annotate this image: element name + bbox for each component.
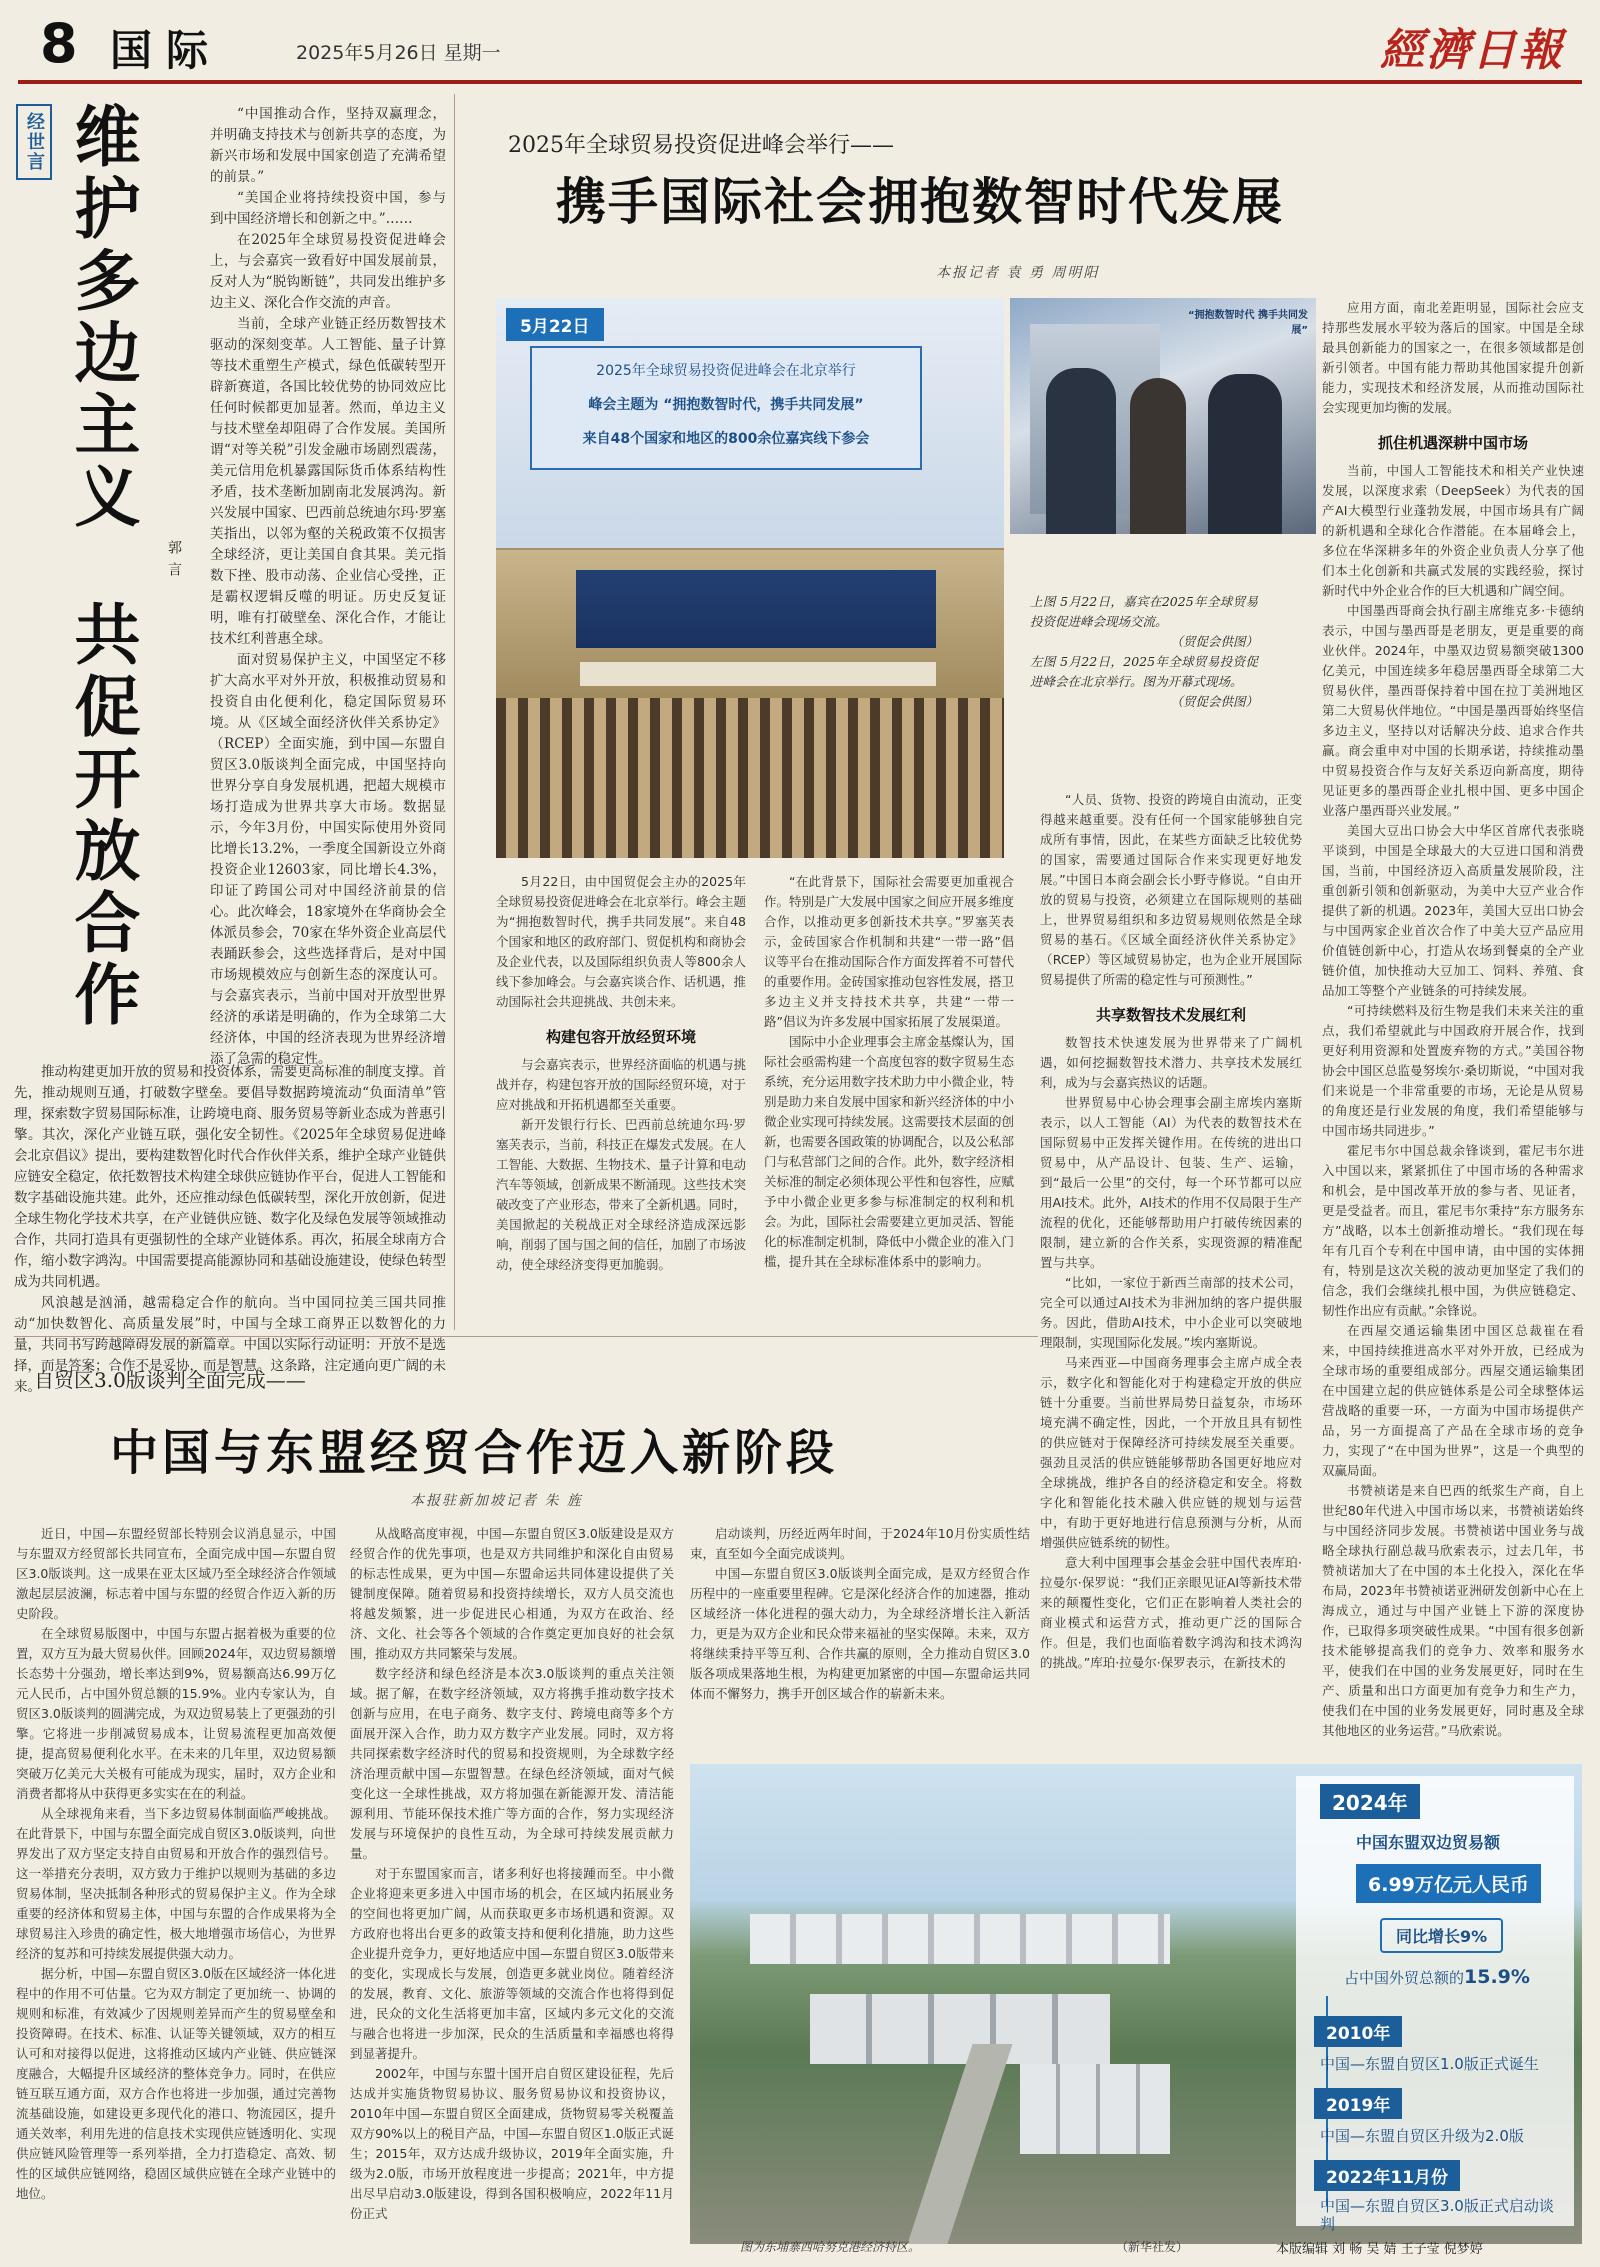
asean-col-2: 从战略高度审视，中国—东盟自贸区3.0版建设是双方经贸合作的优先事项，也是双方共同维护和深化自由贸易的标志性成果，更为中国—东盟命运共同体建设提供了关键制度保障。随着贸易和投资持续增长，双方人员交流也将越发频繁，进一步促进民心相通，为双方在政治、经济、文化、社会等各个领域的合作奠定更加良好的社会氛围，推动双方共同繁荣与发展。 数字经济和绿色经济是本次3.0版谈判的重点关注领域。据了解，在数字经济领域，双方将携手推动数字技术创新与应用，在电子商务、数字支付、跨境电商等多个方面展开深入合作，助力双方数字产业发展。同时，双方将共同探索数字经济时代的贸易和投资规则，为全球数字经济治理贡献中国—东盟智慧。在绿色经济领域，面对气候变化这一全球性挑战，双方将加强在新能源开发、清洁能源利用、节能环保技术推广等方面的合作，努力实现经济发展与环境保护的良性互动，为全球可持续发展贡献力量。 对于东盟国家而言，诸多利好也将接踵而至。中小微企业将迎来更多进入中国市场的机会，在区域内拓展业务的空间也将更加广阔，从而获取更多市场机遇和资源。双方政府也将出台更多的政策支持和便利化措施，助力这些企业提升竞争力，更好地适应中国—东盟自贸区3.0版带来的变化，实现成长与发展，创造更多就业岗位。随着经济的发展，教育、文化、旅游等领域的交流合作也将得到促进，民众的文化生活将更加丰富，区域内多元文化的交流与融合也将进一步加深，民众的生活质量和幸福感也将得到显著提升。 2002年，中国与东盟十国开启自贸区建设征程，先后达成并实施货物贸易协议、服务贸易协议和投资协议，2010年中国—东盟自贸区全面建成，货物贸易零关税覆盖双方90%以上的税目产品，中国—东盟自贸区1.0版正式诞生；2015年，双方达成升级协议，2019年全面实施，升级为2.0版，市场开放程度进一步提高；2021年，中方提出尽早启动3.0版建设，得到各国积极响应，2022年11月份正式 bbox=[350, 1526, 674, 2221]
section-title: 国际 bbox=[110, 26, 223, 75]
port-credit: （新华社发） bbox=[1116, 2240, 1189, 2254]
timeline-2019: 2019年 中国—东盟自贸区升级为2.0版 bbox=[1314, 2088, 1524, 2146]
summit-byline: 本报记者 袁 勇 周明阳 bbox=[936, 265, 1100, 281]
stats-panel bbox=[1296, 1776, 1574, 2233]
infobox-date: 5月22日 bbox=[506, 308, 604, 341]
summit-col-2: “在此背景下，国际社会需要更加重视合作。特别是广大发展中国家之间应开展多维度合作，以推动更多创新技术共享。”罗塞芙表示，金砖国家合作机制和共建“一带一路”倡议等平台在推动国际合作方面发挥着不可替代的重要作用。金砖国家推动包容性发展，搭卫多边主义并支持技术共享，共建“一带一路”倡议为许多发展中国家拓展了发展渠道。 国际中小企业理事会主席金基燦认为，国际社会亟需构建一个高度包容的数字贸易生态系统，充分运用数字技术助力中小微企业，特别是助力来自发展中国家和新兴经济体的中小微企业实现可持续发展。这需要技术层面的创新，也需要各国政策的协调配合，以及公私部门与私营部门之间的合作。此外，数字经济相关标准的制定必须体现公平性和包容性，应赋予中小微企业更多参与标准制定的权利和机会。为此，国际社会需要建立更加灵活、智能化的标准制定机制，降低中小微企业的准入门槛，提升其在全球标准体系中的影响力。 bbox=[764, 874, 1015, 1269]
header-rule bbox=[18, 80, 1582, 84]
summit-col-1: 5月22日，由中国贸促会主办的2025年全球贸易投资促进峰会在北京举行。峰会主题为“拥抱数智时代，携手共同发展”。来自48个国家和地区的政府部门、贸促机构和商协会及企业代表，以及国际组织负责人等800余人线下参加峰会。与会嘉宾谈合作、话机遇，推动国际社会共迎挑战、共创未来。 构建包容开放经贸环境 与会嘉宾表示，世界经济面临的机遇与挑战并存，构建包容开放的国际经贸环境，对于应对挑战和开拓机遇都至关重要。 新开发银行行长、巴西前总统迪尔玛·罗塞芙表示，当前，科技正在爆发式发展。在人工智能、大数据、生物技术、量子计算和电动汽车等领域，创新成果不断涌现。这些技术突破改变了产业形态，带来了全新机遇。同时，美国掀起的关税战正对全球经济造成深远影响，削弱了国与国之间的信任，加剧了市场波动，使全球经济变得更加脆弱。 bbox=[496, 874, 747, 1272]
asean-kicker: 自贸区3.0版谈判全面完成—— bbox=[34, 1368, 306, 1392]
column-label: 经世言 bbox=[16, 104, 52, 180]
newspaper-logo: 經濟日報 bbox=[1380, 25, 1564, 76]
summit-kicker: 2025年全球贸易投资促进峰会举行—— bbox=[508, 133, 894, 158]
asean-headline: 中国与东盟经贸合作迈入新阶段 bbox=[110, 1425, 839, 1481]
stats-label: 中国东盟双边贸易额 bbox=[1356, 1833, 1501, 1852]
summit-infobox: 2025年全球贸易投资促进峰会在北京举行 峰会主题为 “拥抱数智时代，携手共同发展” 来自48个国家和地区的800余位嘉宾线下参会 bbox=[530, 346, 922, 470]
column-author: 郭言 bbox=[166, 540, 182, 584]
stats-growth: 同比增长9% bbox=[1380, 1918, 1503, 1953]
column-body-right: “中国推动合作，坚持双赢理念，并明确支持技术与创新共享的态度，为新兴市场和发展中国家创造了充满希望的前景。” “美国企业将持续投资中国，参与到中国经济增长和创新之中。”…… 在2025年全球贸易投资促进峰会上，与会嘉宾一致看好中国发展前景，反对人为“脱钩断链”，共同发出维护多边主义、深化合作交流的声音。 当前，全球产业链正经历数智技术驱动的深刻变革。人工智能、量子计算等技术重塑生产模式，绿色低碳转型开辟新赛道，各国比较优势的协同效应比任何时候都更加显著。然而，单边主义与技术壁垒却阻碍了合作发展。美国所谓“对等关税”引发金融市场剧烈震荡，美元信用危机暴露国际货币体系结构性矛盾，技术垄断加剧南北发展鸿沟。新兴发展中国家、巴西前总统迪尔玛·罗塞芙指出，以邻为壑的关税政策不仅损害全球经济，更让美国自食其果。美元指数下挫、股市动荡、企业信心受挫，正是霸权逻辑反噬的明证。历史反复证明，唯有打破壁垒、深化合作，才能让技术红利普惠全球。 面对贸易保护主义，中国坚定不移扩大高水平对外开放，积极推动贸易和投资自由化便利化，稳定国际贸易环境。从《区域全面经济伙伴关系协定》（RCEP）全面实施，到中国—东盟自贸区3.0版谈判全面完成，中国坚持向世界分享自身发展机遇，把超大规模市场打造成为世界共享大市场。数据显示，今年3月份，中国实际使用外资同比增长13.2%，一季度全国新设立外商投资企业12603家，同比增长4.3%，印证了跨国公司对中国经济前景的信心。此次峰会，18家境外在华商协会全体派员参会，70家在华外资企业高层代表踊跃参会，这些选择背后，是对中国市场规模效应与创新生态的深度认可。与会嘉宾表示，当前中国对开放型世界经济的承诺是明确的，作为全球第二大经济体，中国的经济表现为世界经济增添了急需的稳定性。 bbox=[210, 106, 446, 1067]
summit-photo-caption: 上图 5月22日，嘉宾在2025年全球贸易投资促进峰会现场交流。 （贸促会供图） 左图 5月22日，2025年全球贸易投资促进峰会在北京举行。图为开幕式现场。 （贸促会供图） bbox=[1030, 594, 1258, 709]
summit-headline: 携手国际社会拥抱数智时代发展 bbox=[556, 172, 1284, 231]
asean-byline: 本报驻新加坡记者 朱 旌 bbox=[410, 1493, 583, 1509]
page-number: 8 bbox=[40, 12, 78, 75]
page-editors: 本版编辑 刘 畅 吴 婧 王子莹 倪梦婷 bbox=[1276, 2242, 1483, 2257]
column-title-1: 维护多边主义 bbox=[63, 102, 140, 534]
summit-photo-small bbox=[1010, 298, 1316, 534]
column-title-2: 共促开放合作 bbox=[63, 600, 140, 1032]
asean-col-1: 近日，中国—东盟经贸部长特别会议消息显示，中国与东盟双方经贸部长共同宣布，全面完成中国—东盟自贸区3.0版谈判。这一成果在亚太区域乃至全球经济合作领域激起层层波澜，标志着中国与东盟的经贸合作迈入新的历史阶段。 在全球贸易版图中，中国与东盟占据着极为重要的位置，双方互为最大贸易伙伴。回顾2024年，双边贸易额增长态势十分强劲，增长率达到9%，贸易额高达6.99万亿元人民币，占中国外贸总额的15.9%。业内专家认为，自贸区3.0版谈判的圆满完成，为双边贸易装上了更强劲的引擎。它将进一步削减贸易成本，让贸易流程更加高效便捷，提高贸易便利化水平。在未来的几年里，双边贸易额突破万亿美元大关极有可能成为现实，届时，双方企业和消费者都将从中获得更多实实在在的利益。 从全球视角来看，当下多边贸易体制面临严峻挑战。在此背景下，中国与东盟全面完成自贸区3.0版谈判，向世界发出了双方坚定支持自由贸易和开放合作的强烈信号。这一举措充分表明，双方致力于维护以规则为基础的多边贸易体制，坚决抵制各种形式的贸易保护主义。作为全球重要的经济体和贸易主体，中国与东盟的合作成果将为全球贸易注入珍贵的确定性，极大地增强市场信心，为世界经济的复苏和可持续发展提供强大动力。 据分析，中国—东盟自贸区3.0版在区域经济一体化进程中的作用不可估量。它为双方制定了更加统一、协调的规则和标准，有效减少了因规则差异而产生的贸易壁垒和投资障碍。在技术、标准、认证等关键领域，双方的相互认可和对接得以促进，这将推动区域内产业链、供应链深度融合，大幅提升区域经济的整体竞争力。同时，在供应链互联互通方面，双方合作也将进一步加强，通过完善物流基础设施，如建设更多现代化的港口、物流园区，提升通关效率，利用先进的信息技术实现供应链透明化、实现供应链风险管理等一系列举措，全力打造稳定、高效、韧性的区域供应链网络，稳固区域供应链在全球产业链中的地位。 bbox=[16, 1526, 336, 2201]
stats-share: 占中国外贸总额的15.9% bbox=[1344, 1966, 1530, 1988]
divider bbox=[454, 94, 455, 1330]
divider bbox=[14, 1336, 1038, 1337]
column-body-bottom: 推动构建更加开放的贸易和投资体系，需要更高标准的制度支撑。首先，推动规则互通，打破数字壁垒。要倡导数据跨境流动“负面清单”管理，探索数字贸易国际标准，让跨境电商、服务贸易等新业态成为普惠引擎。其次，深化产业链互联，强化安全韧性。《2025年全球贸易促进峰会北京倡议》提出，要构建数智化时代合作伙伴关系，维护全球产业链供应链安全稳定，依托数智技术构建全球供应链协作平台，促进人工智能和数字基础设施共建。此外，还应推动绿色低碳转型，深化开放创新，促进全球生物化学技术共享，在产业链供应链、数字化及绿色发展等领域推动合作，共同打造具有更强韧性的全球产业链体系。再次，拓展全球南方合作，缩小数字鸿沟。中国需要提高能源协同和基础设施建设，使绿色转型成为共同机遇。 风浪越是汹涌，越需稳定合作的航向。当中国同拉美三国共同推动“加快数智化、高质量发展”时，中国与全球工商界正以数智化的力量，共同书写跨越障碍发展的新篇章。中国以实际行动证明：开放不是选择，而是答案；合作不是妥协，而是智慧。这条路，注定通向更广阔的未来。 bbox=[14, 1064, 446, 1395]
summit-col-3: “人员、货物、投资的跨境自由流动，正变得越来越重要。没有任何一个国家能够独自完成所有事情，因此，在某些方面缺乏比较优势的国家，需要通过国际合作来实现更好地发展。”中国日本商会副会长小野寺修说。“自由开放的贸易与投资，必须建立在国际规则的基础上，世界贸易组织和多边贸易规则依然是全球贸易的基石。《区域全面经济伙伴关系协定》（RCEP）等区域贸易协定，也为企业开展国际贸易提供了所需的稳定性与可预测性。” 共享数智技术发展红利 数智技术快速发展为世界带来了广阔机遇，如何挖掘数智技术潜力、共享技术发展红利，成为与会嘉宾热议的话题。 世界贸易中心协会理事会副主席埃内塞斯表示，以人工智能（AI）为代表的数智技术在国际贸易中正发挥关键作用。在传统的进出口贸易中，从产品设计、包装、生产、运输，到“最后一公里”的交付，每一个环节都可以应用AI技术。此外，AI技术的作用不仅局限于生产流程的优化，还能够帮助用户打破传统因素的限制，建立新的合作关系，实现资源的精准配置与共享。 “比如，一家位于新西兰南部的技术公司，完全可以通过AI技术为非洲加纳的客户提供服务。因此，借助AI技术，中小企业可以突破地理限制，实现国际化发展。”埃内塞斯说。 马来西亚—中国商务理事会主席卢成全表示，数字化和智能化对于构建稳定开放的供应链十分重要。当前世界局势日益复杂，市场环境充满不确定性，因此，一个开放且具有韧性的供应链对于保障经济可持续发展至关重要。强劲且灵活的供应链能够帮助各国更好地应对全球挑战，维护各自的经济稳定和安全。将数字化和智能化技术融入供应链的规划与运营中，有助于更好地进行信息预测与分析，从而增强供应链系统的韧性。 意大利中国理事会基金会驻中国代表库珀·拉曼尔·保罗说：“我们正亲眼见证AI等新技术带来的颠覆性变化，它们正在影响着人类社会的商业模式和运营方式，推动更广泛的国际合作。但是，我们也面临着数字鸿沟和技术鸿沟的挑战。”库珀·拉曼尔·保罗表示，在新技术的 bbox=[1040, 792, 1302, 1670]
banner-text: “拥抱数智时代 携手共同发展” bbox=[1187, 310, 1308, 336]
asean-col-3: 启动谈判，历经近两年时间，于2024年10月份实质性结束，直至如今全面完成谈判。 中国—东盟自贸区3.0版谈判全面完成，是双方经贸合作历程中的一座重要里程碑。它是深化经济合作的加速器，推动区域经济一体化进程的强大动力，为全球经济增长注入新活力，更是为双方企业和民众带来福祉的坚实保障。未来，双方将继续秉持平等互利、合作共赢的原则，全力推动自贸区3.0版各项成果落地生根，为构建更加紧密的中国—东盟命运共同体而不懈努力，携手开创区域合作的崭新未来。 bbox=[690, 1526, 1030, 1701]
summit-col-4: 应用方面，南北差距明显，国际社会应支持那些发展水平较为落后的国家。中国是全球最具创新能力的国家之一，在很多领域都是创新引领者。中国有能力帮助其他国家提升创新能力，实现技术和经济发展，从而推动国际社会实现更加均衡的发展。 抓住机遇深耕中国市场 当前，中国人工智能技术和相关产业快速发展，以深度求索（DeepSeek）为代表的国产AI大模型行业蓬勃发展，中国市场具有广阔的新机遇和全球化合作潜能。在本届峰会上，多位在华深耕多年的外资企业负责人分享了他们本土化创新和共赢式发展的实践经验，探讨新时代中外企业合作的巨大机遇和广阔空间。 中国墨西哥商会执行副主席维克多·卡德纳表示，中国与墨西哥是老朋友，更是重要的商业伙伴。2024年，中墨双边贸易额突破1300亿美元，中国连续多年稳居墨西哥全球第二大贸易伙伴，墨西哥保持着中国在拉丁美洲地区第二大贸易伙伴地位。“中国是墨西哥始终坚信多边主义，坚持以对话解决分歧、追求合作共赢。商会重申对中国的长期承诺，持续推动墨中贸易投资合作与友好关系迈向新高度，期待见证更多的墨西哥企业扎根中国、更多中国企业落户墨西哥兴业发展。” 美国大豆出口协会大中华区首席代表张晓平谈到，中国是全球最大的大豆进口国和消费国，当前，中国经济迈入高质量发展阶段，注重创新引领和创新驱动，为美中大豆产业合作提供了新的机遇。2023年，美国大豆出口协会与中国两家企业首次合作了中美大豆产品应用价值链创新中心，打造从农场到餐桌的全产业链价值，加快推动大豆加工、饲料、养殖、食品加工等整个产业链条的可持续发展。 “可持续燃料及衍生物是我们未来关注的重点，我们希望就此与中国政府开展合作，找到更好利用资源和处置废弃物的方式。”美国谷物协会中国区总监曼努埃尔·桑切斯说，“中国对我们来说是一个非常重要的市场，无论是从贸易的角度还是行业发展的角度，我们希望能够与中国市场共同进步。” 霍尼韦尔中国总裁余锋谈到，霍尼韦尔进入中国以来，紧紧抓住了中国市场的各种需求和机会，是中国改革开放的参与者、见证者，更是受益者。而且，霍尼韦尔秉持“东方服务东方”战略，以本土创新推动增长。“我们现在每年有几百个专利在中国申请，由中国的实体拥有，特别是这次关税的波动更加坚定了我们的信念，我们会继续扎根中国，为供应链稳定、韧性作出应有贡献。”余锋说。 在西屋交通运输集团中国区总裁崔在看来，中国持续推进高水平对外开放，已经成为全球市场的重要组成部分。西屋交通运输集团在中国建立起的供应链体系是公司全球整体运营战略的重要一环，一方面为中国市场提供产品，另一方面提高了产品在全球市场的竞争力，实现了“在中国为世界”，这是一个典型的双赢局面。 书赞祯诺是来自巴西的纸浆生产商，自上世纪80年代进入中国市场以来，书赞祯诺始终与中国经济同步发展。书赞祯诺中国业务与战略全球执行副总裁马欣索表示，过去几年，书赞祯诺加大了在中国的本土化投入，深化在华布局，2023年书赞祯诺亚洲研发创新中心在上海成立，通过与中国产业链上下游的深度协作，已取得多项突破性成果。“中国有很多创新技术能够提高我们的竞争力、效率和服务水平，使我们在中国的业务发展更好，同时在生产、质量和出口方面更加有竞争力和生产力，使我们在中国的业务发展更好，同时惠及全球其他地区的业务运营。”马欣索说。 bbox=[1322, 300, 1584, 1738]
issue-date: 2025年5月26日 星期一 bbox=[296, 42, 501, 64]
stats-amount: 6.99万亿元人民币 bbox=[1356, 1864, 1541, 1903]
port-caption: 图为东埔寨西哈努克港经济特区。 bbox=[740, 2240, 921, 2254]
timeline-2010: 2010年 中国—东盟自贸区1.0版正式诞生 bbox=[1314, 2016, 1539, 2074]
stats-year: 2024年 bbox=[1320, 1784, 1420, 1819]
timeline-2022: 2022年11月份 中国—东盟自贸区3.0版正式启动谈判 bbox=[1314, 2160, 1564, 2233]
